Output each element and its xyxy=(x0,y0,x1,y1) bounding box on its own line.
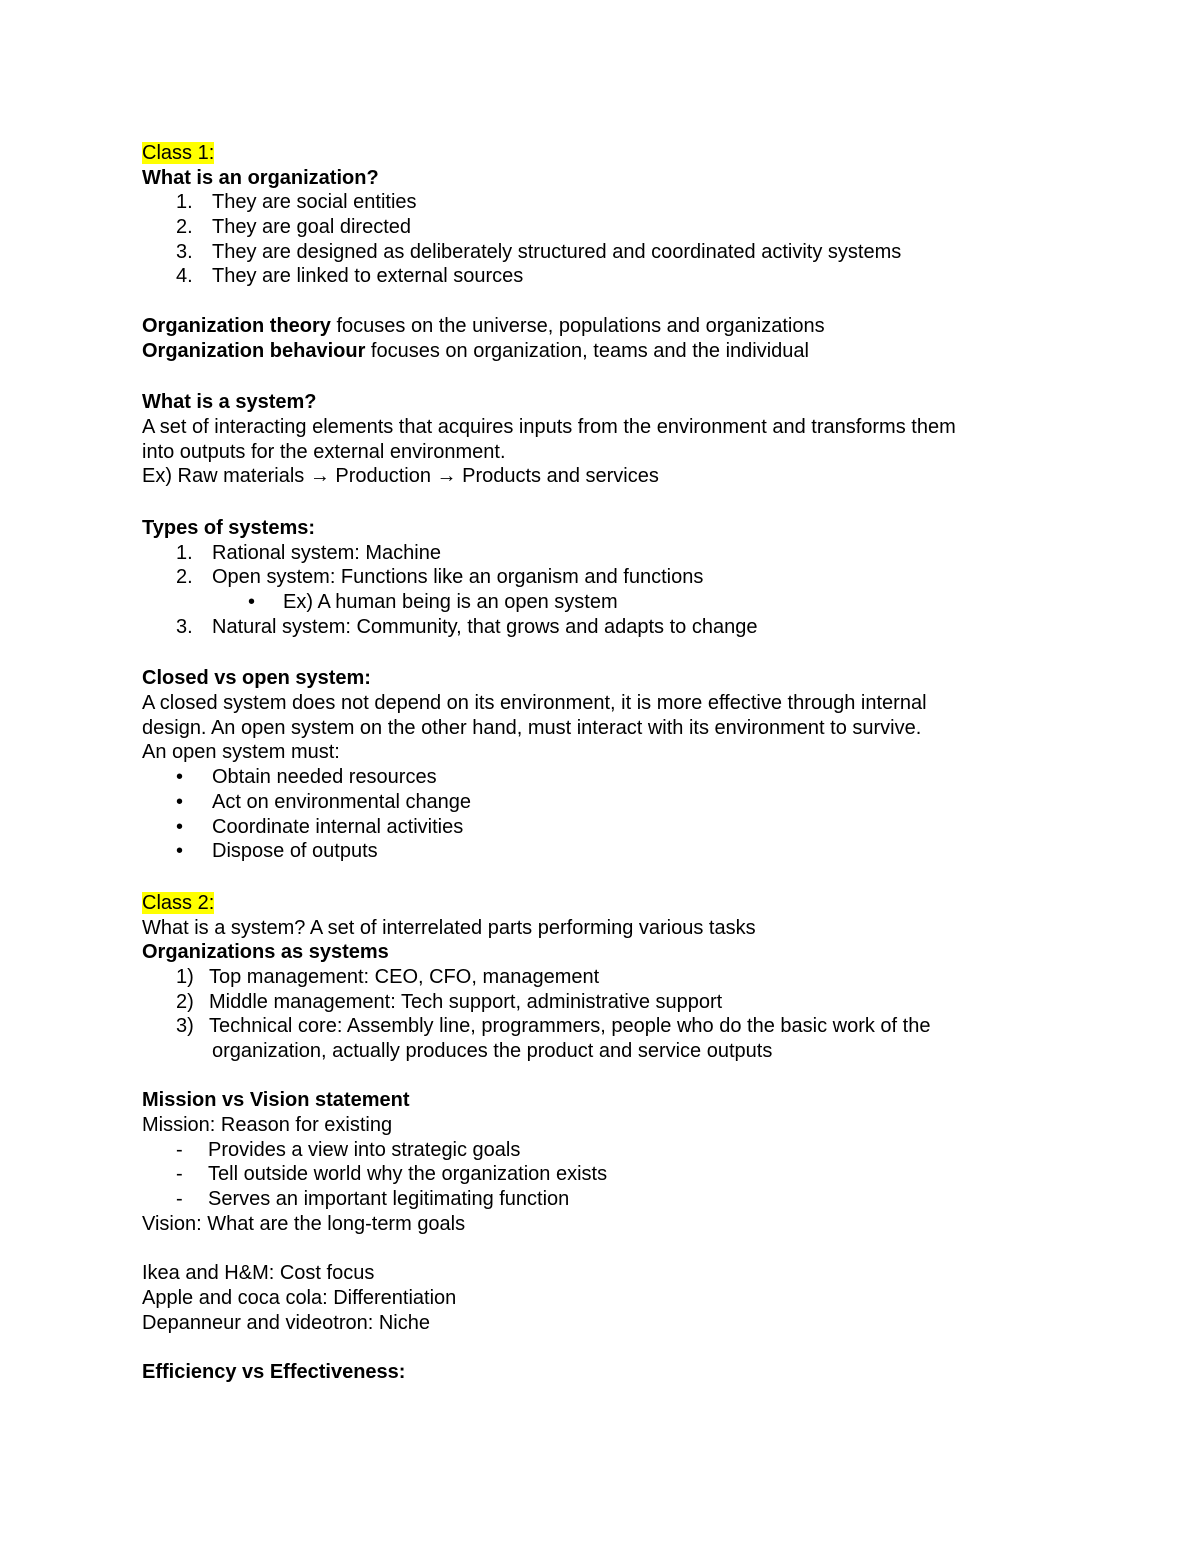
strategy-text: Depanneur and videotron: Niche xyxy=(142,1311,430,1334)
org-systems-continuation xyxy=(142,1039,1042,1064)
class2-heading: Class 2: xyxy=(142,891,215,914)
spacer xyxy=(142,1237,1042,1262)
closed-text-line xyxy=(142,691,1042,716)
list-text: Middle management: Tech support, administrative support xyxy=(209,990,723,1013)
list-text: Open system: Functions like an organism and functions xyxy=(212,566,704,589)
system-definition: A set of interacting elements that acquires inputs from the environment and transforms them xyxy=(142,415,956,438)
closed-heading: Closed vs open system: xyxy=(142,667,371,690)
list-number: 1) xyxy=(176,965,194,988)
types-heading-line xyxy=(142,516,1042,541)
bullet-text: Dispose of outputs xyxy=(212,840,378,863)
list-text: organization, actually produces the product and service outputs xyxy=(212,1040,773,1062)
list-number: 4. xyxy=(176,265,193,288)
class1-heading-line xyxy=(142,141,1042,166)
spacer xyxy=(142,1335,1042,1360)
open-must-item xyxy=(142,815,1042,840)
spacer xyxy=(142,1064,1042,1089)
list-number: 2. xyxy=(176,216,193,239)
system-def-line xyxy=(142,415,1042,440)
org-systems-item xyxy=(142,990,1042,1015)
closed-text: An open system must: xyxy=(142,741,340,764)
theory-line xyxy=(142,314,1042,339)
mission-heading-line xyxy=(142,1088,1042,1113)
strategy-text: Ikea and H&M: Cost focus xyxy=(142,1262,375,1285)
sub-bullet-text: Ex) A human being is an open system xyxy=(283,591,618,613)
system-question: What is a system? xyxy=(142,391,317,414)
document-page xyxy=(142,141,1042,1385)
open-must-item xyxy=(142,765,1042,790)
list-text: They are designed as deliberately structured and coordinated activity systems xyxy=(212,240,902,263)
org-systems-item xyxy=(142,965,1042,990)
system-definition: into outputs for the external environment. xyxy=(142,440,506,463)
theory-text: focuses on the universe, populations and organizations xyxy=(330,314,825,337)
bullet-text: Coordinate internal activities xyxy=(212,815,464,838)
mission-point-item xyxy=(142,1187,1042,1212)
dash-text: Provides a view into strategic goals xyxy=(208,1138,521,1161)
org-list-item xyxy=(142,240,1042,265)
spacer xyxy=(142,289,1042,314)
open-must-item xyxy=(142,839,1042,864)
mission-text: Mission: Reason for existing xyxy=(142,1114,393,1137)
bullet-text: Act on environmental change xyxy=(212,790,472,813)
bullet-icon: • xyxy=(176,815,184,838)
closed-heading-line xyxy=(142,666,1042,691)
list-number: 1. xyxy=(176,191,193,214)
org-systems-heading-line xyxy=(142,940,1042,965)
spacer xyxy=(142,639,1042,666)
strategy-line xyxy=(142,1261,1042,1286)
org-list-item xyxy=(142,190,1042,215)
bullet-icon: • xyxy=(176,790,184,813)
spacer xyxy=(142,489,1042,516)
list-text: They are linked to external sources xyxy=(212,265,524,288)
dash-bullet: - xyxy=(176,1163,183,1186)
system-question-line xyxy=(142,390,1042,415)
dash-text: Serves an important legitimating function xyxy=(208,1188,570,1211)
mission-point-item xyxy=(142,1138,1042,1163)
list-number: 3) xyxy=(176,1015,194,1038)
bullet-icon: • xyxy=(248,591,256,613)
behaviour-term: Organization behaviour xyxy=(142,339,366,362)
open-must-item xyxy=(142,790,1042,815)
strategy-line xyxy=(142,1311,1042,1336)
types-sub-bullet-item xyxy=(142,590,1042,615)
closed-text-line xyxy=(142,716,1042,741)
vision-text: Vision: What are the long-term goals xyxy=(142,1212,466,1235)
list-number: 2) xyxy=(176,990,194,1013)
closed-text-line xyxy=(142,740,1042,765)
org-question: What is an organization? xyxy=(142,166,379,189)
class2-heading-line xyxy=(142,891,1042,916)
dash-bullet: - xyxy=(176,1138,183,1161)
class2-system-text: What is a system? A set of interrelated parts performing various tasks xyxy=(142,916,756,939)
org-list-item xyxy=(142,215,1042,240)
list-text: They are social entities xyxy=(212,191,417,214)
mission-line xyxy=(142,1113,1042,1138)
types-heading: Types of systems: xyxy=(142,516,316,539)
list-text: Top management: CEO, CFO, management xyxy=(209,965,600,988)
list-text: Technical core: Assembly line, programmers, people who do the basic work of the xyxy=(209,1015,931,1038)
types-list-item xyxy=(142,615,1042,640)
bullet-icon: • xyxy=(176,840,184,863)
strategy-text: Apple and coca cola: Differentiation xyxy=(142,1286,457,1309)
org-list-item xyxy=(142,264,1042,289)
closed-text: design. An open system on the other hand, must interact with its environment to survive. xyxy=(142,716,922,739)
types-list-item xyxy=(142,541,1042,566)
list-text: Rational system: Machine xyxy=(212,541,441,564)
class2-system-line xyxy=(142,916,1042,941)
list-number: 1. xyxy=(176,541,193,564)
system-example: Ex) Raw materials → Production → Products and services xyxy=(142,465,659,488)
mission-heading: Mission vs Vision statement xyxy=(142,1089,410,1112)
spacer xyxy=(142,864,1042,891)
list-number: 3. xyxy=(176,240,193,263)
dash-bullet: - xyxy=(176,1188,183,1211)
theory-term: Organization theory xyxy=(142,314,331,337)
spacer xyxy=(142,363,1042,390)
list-number: 2. xyxy=(176,566,193,589)
bullet-icon: • xyxy=(176,766,184,789)
bullet-text: Obtain needed resources xyxy=(212,766,437,789)
behaviour-line xyxy=(142,339,1042,364)
efficiency-heading-line xyxy=(142,1360,1042,1385)
vision-line xyxy=(142,1212,1042,1237)
list-text: Natural system: Community, that grows and adapts to change xyxy=(212,615,758,638)
list-number: 3. xyxy=(176,615,193,638)
system-def-line xyxy=(142,440,1042,465)
system-example-line xyxy=(142,464,1042,489)
class1-heading: Class 1: xyxy=(142,142,215,164)
types-list-item xyxy=(142,565,1042,590)
mission-point-item xyxy=(142,1162,1042,1187)
strategy-line xyxy=(142,1286,1042,1311)
org-question-line xyxy=(142,166,1042,191)
efficiency-heading: Efficiency vs Effectiveness: xyxy=(142,1360,406,1383)
behaviour-text: focuses on organization, teams and the individual xyxy=(365,339,809,362)
list-text: They are goal directed xyxy=(212,216,412,239)
dash-text: Tell outside world why the organization exists xyxy=(208,1163,608,1186)
closed-text: A closed system does not depend on its environment, it is more effective through internal xyxy=(142,692,927,715)
org-systems-item xyxy=(142,1014,1042,1039)
org-systems-heading: Organizations as systems xyxy=(142,941,389,964)
